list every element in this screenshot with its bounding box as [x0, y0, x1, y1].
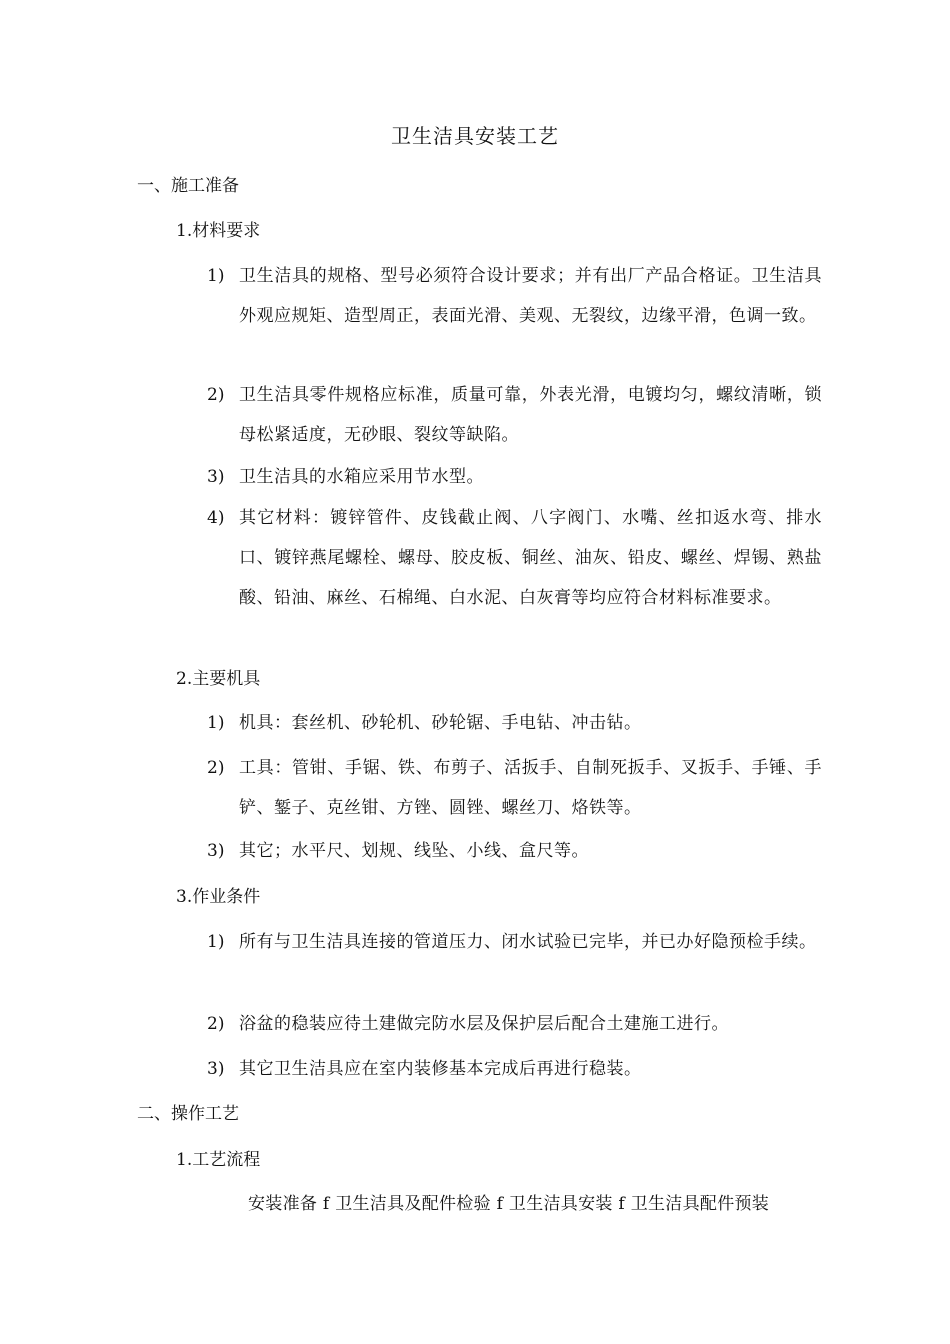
list-item [207, 748, 822, 828]
section-heading-preparation: 一、施工准备 [137, 176, 239, 196]
list-item [207, 703, 822, 743]
list-item-text: 浴盆的稳装应待土建做完防水层及保护层后配合土建施工进行。 [239, 1014, 729, 1034]
process-flow-text: 安装准备 f 卫生洁具及配件检验 f 卫生洁具安装 f 卫生洁具配件预装 [248, 1194, 770, 1214]
subsection-heading-tools: 2.主要机具 [176, 669, 261, 689]
list-item-text: 卫生洁具的规格、型号必须符合设计要求；并有出厂产品合格证。卫生洁具外观应规矩、造型周正，表面光滑、美观、无裂纹，边缘平滑，色调一致。 [239, 266, 822, 326]
list-item-text: 机具：套丝机、砂轮机、砂轮锯、手电钻、冲击钻。 [239, 713, 642, 733]
list-item [207, 498, 822, 618]
list-item-text: 卫生洁具的水箱应采用节水型。 [239, 467, 484, 487]
section-heading-operation: 二、操作工艺 [137, 1104, 239, 1124]
list-item [207, 1004, 822, 1044]
list-item [207, 375, 822, 455]
list-item-text: 卫生洁具零件规格应标准，质量可靠，外表光滑，电镀均匀，螺纹清晰，锁母松紧适度，无砂眼、裂纹等缺陷。 [239, 385, 822, 445]
list-item-number: 1) [207, 266, 225, 286]
list-item-number: 2) [207, 385, 225, 405]
list-item [207, 831, 822, 871]
list-item-number: 1) [207, 713, 225, 733]
list-item-number: 2) [207, 1014, 225, 1034]
list-item-number: 3) [207, 841, 225, 861]
list-item-text: 工具：管钳、手锯、铁、布剪子、活扳手、自制死扳手、叉扳手、手锤、手铲、錾子、克丝钳、方锉、圆锉、螺丝刀、烙铁等。 [239, 758, 822, 818]
list-item-text: 其它材料：镀锌管件、皮钱截止阀、八字阀门、水嘴、丝扣返水弯、排水口、镀锌燕尾螺栓、螺母、胶皮板、铜丝、油灰、铅皮、螺丝、焊锡、熟盐酸、铅油、麻丝、石棉绳、白水泥、白灰膏等均应符合材料标准要求。 [239, 508, 822, 608]
list-item-number: 2) [207, 758, 225, 778]
list-item [207, 1049, 822, 1089]
subsection-heading-materials: 1.材料要求 [176, 221, 261, 241]
list-item-text: 其它；水平尺、划规、线坠、小线、盒尺等。 [239, 841, 589, 861]
list-item-number: 4) [207, 508, 225, 528]
list-item-number: 3) [207, 467, 225, 487]
list-item-text: 其它卫生洁具应在室内装修基本完成后再进行稳装。 [239, 1059, 642, 1079]
subsection-heading-process-flow: 1.工艺流程 [176, 1150, 261, 1170]
list-item [207, 922, 822, 962]
list-item [207, 457, 822, 497]
list-item-number: 3) [207, 1059, 225, 1079]
list-item [207, 256, 822, 336]
list-item-number: 1) [207, 932, 225, 952]
subsection-heading-conditions: 3.作业条件 [176, 887, 261, 907]
document-title: 卫生洁具安装工艺 [391, 124, 559, 148]
list-item-text: 所有与卫生洁具连接的管道压力、闭水试验已完毕，并已办好隐预检手续。 [239, 932, 817, 952]
